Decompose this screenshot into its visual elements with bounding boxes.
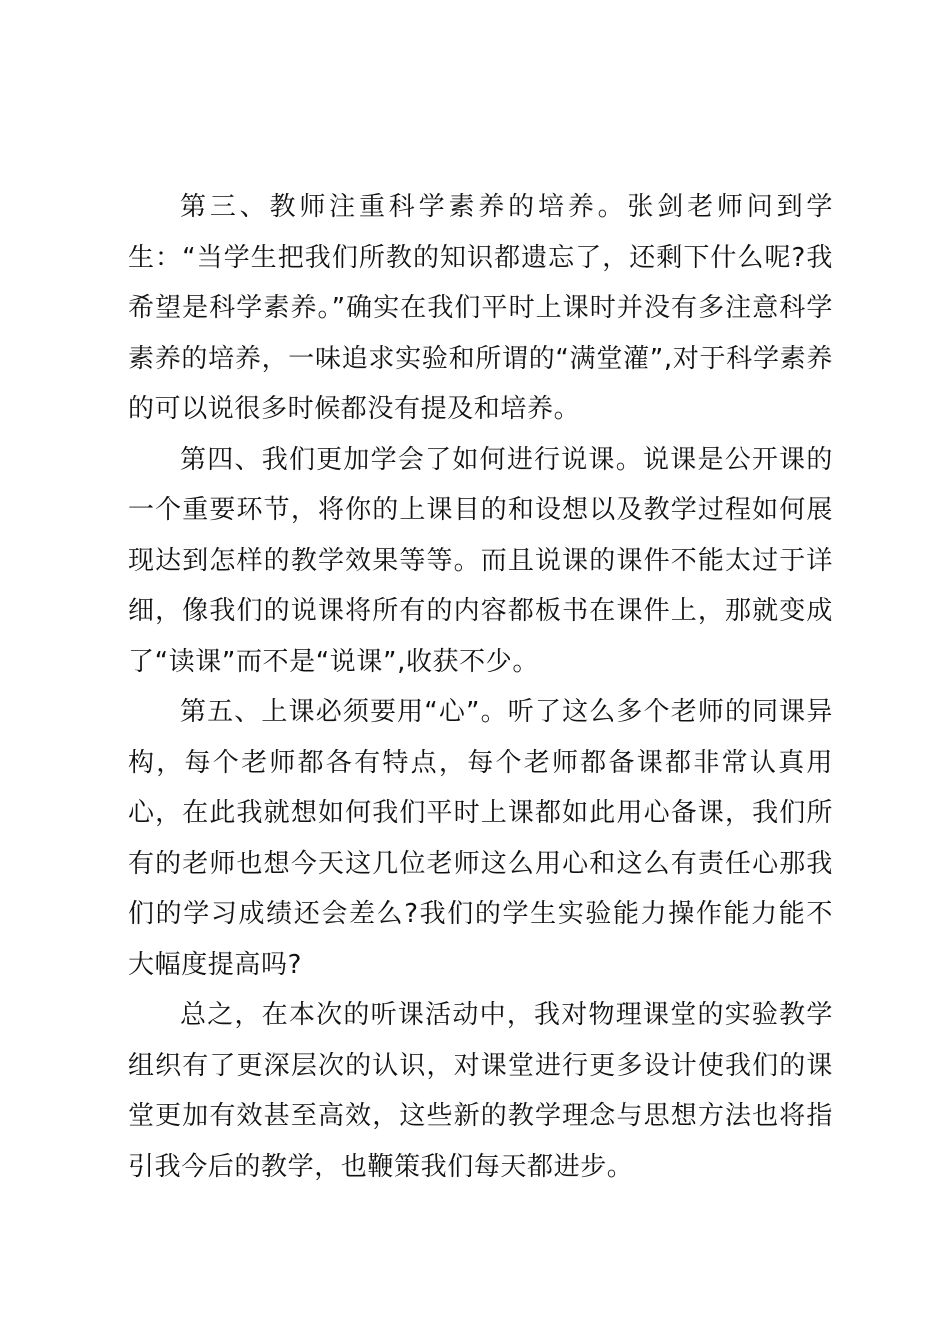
document-body [128, 182, 833, 1192]
paragraph-fifth-point: 第五、上课必须要用“心”。听了这么多个老师的同课异构，每个老师都各有特点，每个老师都备课都非常认真用心，在此我就想如何我们平时上课都如此用心备课，我们所有的老师也想今天这几位老师这么用心和这么有责任心那我们的学习成绩还会差么?我们的学生实验能力操作能力能不大幅度提高吗? [128, 697, 833, 980]
paragraph-fourth-point: 第四、我们更加学会了如何进行说课。说课是公开课的一个重要环节，将你的上课目的和设想以及教学过程如何展现达到怎样的教学效果等等。而且说课的课件不能太过于详细，像我们的说课将所有的内容都板书在课件上，那就变成了“读课”而不是“说课”,收获不少。 [128, 444, 833, 677]
paragraph-third-point: 第三、教师注重科学素养的培养。张剑老师问到学生：“当学生把我们所教的知识都遗忘了，还剩下什么呢?我希望是科学素养。”确实在我们平时上课时并没有多注意科学素养的培养，一味追求实验和所谓的“满堂灌”,对于科学素养的可以说很多时候都没有提及和培养。 [128, 192, 833, 424]
paragraph-conclusion: 总之，在本次的听课活动中，我对物理课堂的实验教学组织有了更深层次的认识，对课堂进行更多设计使我们的课堂更加有效甚至高效，这些新的教学理念与思想方法也将指引我今后的教学，也鞭策我们每天都进步。 [128, 1000, 833, 1182]
